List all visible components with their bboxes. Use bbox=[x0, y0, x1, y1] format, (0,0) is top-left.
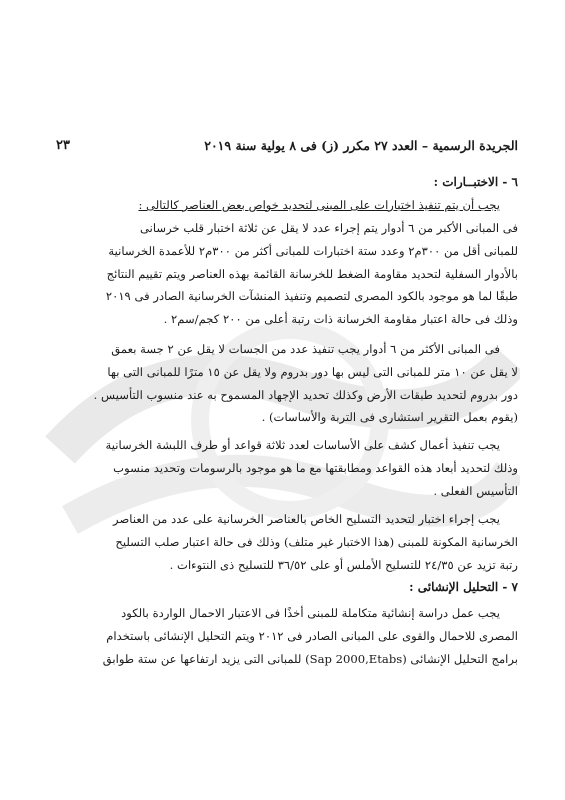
section-6-heading: ٦ - الاختبــارات : bbox=[433, 175, 518, 189]
paragraph-line: وذلك فى حالة اعتبار مقاومة الخرسانة ذات رتبة أعلى من ٢٠٠ كجم/سم٢ . bbox=[163, 312, 518, 327]
paragraph-line: يجب تنفيذ أعمال كشف على الأساسات لعدد ثلاثة قواعد أو طرف اللبشة الخرسانية bbox=[105, 438, 500, 452]
section-6-paragraph-4 bbox=[56, 508, 518, 576]
paragraph-line: دور بدروم لتحديد طبقات الأرض وكذلك تحديد الإجهاد المسموح به عند منسوب التأسيس . bbox=[93, 387, 518, 402]
section-6 bbox=[56, 171, 518, 217]
paragraph-line: التأسيس الفعلى . bbox=[433, 483, 518, 498]
paragraph-line: لا يقل عن ١٠ متر للمبانى التى ليس بها دور بدروم ولا يقل عن ١٥ مترًا للمبانى التى بها bbox=[107, 364, 518, 379]
paragraph-line: (يقوم بعمل التقرير استشارى فى التربة والأساسات) . bbox=[261, 410, 518, 425]
section-7-paragraph-1 bbox=[56, 602, 518, 670]
paragraph-line: يجب إجراء اختبار لتحديد التسليح الخاص بالعناصر الخرسانية على عدد من العناصر bbox=[113, 512, 500, 526]
paragraph-line: المصرى للاحمال والقوى على المبانى الصادر فى ٢٠١٢ ويتم التحليل الإنشائى باستخدام bbox=[106, 628, 518, 643]
section-6-paragraph-2 bbox=[56, 338, 518, 429]
gazette-title: الجريدة الرسمية – العدد ٢٧ مكرر (ز) فى ٨ يولية سنة ٢٠١٩ bbox=[204, 137, 518, 153]
page-header bbox=[56, 135, 518, 155]
paragraph-line: بالأدوار السفلية لتحديد مقاومة الضغط للخرسانة القائمة بهذه العناصر ويتم تقييم النتائج bbox=[106, 266, 518, 281]
paragraph-line: وذلك لتحديد أبعاد هذه القواعد ومطابقتها مع ما هو موجود بالرسومات وتحديد منسوب bbox=[113, 460, 518, 475]
paragraph-line: للمبانى أقل من ٣٠٠م٢ وعدد ستة اختبارات للمبانى أكثر من ٣٠٠م٢ للأعمدة الخرسانية bbox=[108, 243, 518, 258]
paragraph-line: طبقًا لما هو موجود بالكود المصرى لتصميم وتنفيذ المنشآت الخرسانية الصادر فى ٢٠١٩ bbox=[105, 289, 518, 304]
section-6-paragraph-1 bbox=[56, 217, 518, 331]
document-page bbox=[56, 0, 518, 800]
paragraph-line: فى المبانى الأكثر من ٦ أدوار يجب تنفيذ عدد من الجسات لا يقل عن ٢ جسة بعمق bbox=[111, 342, 500, 356]
paragraph-line: فى المبانى الأكبر من ٦ أدوار يتم إجراء عدد لا يقل عن ثلاثة اختبار قلب خرسانى bbox=[139, 221, 518, 235]
paragraph-line: رتبة تزيد عن ٢٤/٣٥ للتسليح الأملس أو على ٣٦/٥٢ للتسليح ذى النتوءات . bbox=[169, 557, 518, 572]
paragraph-line: الخرسانية المكونة للمبنى (هذا الاختبار غير متلف) وذلك فى حالة اعتبار صلب التسليح bbox=[115, 534, 518, 549]
section-6-intro: يجب أن يتم تنفيذ اختبارات على المبنى لتحديد خواص بعض العناصر كالتالى : bbox=[138, 197, 500, 212]
paragraph-line: برامج التحليل الإنشائى (Sap 2000,Etabs) للمبانى التى يزيد ارتفاعها عن ستة طوابق bbox=[102, 651, 518, 666]
paragraph-line: يجب عمل دراسة إنشائية متكاملة للمبنى أخذًا فى الاعتبار الاحمال الواردة بالكود bbox=[121, 606, 500, 620]
section-6-paragraph-3 bbox=[56, 434, 518, 502]
section-7 bbox=[56, 576, 518, 599]
section-7-heading: ٧ - التحليل الإنشائى : bbox=[409, 580, 518, 594]
page-number: ٢٣ bbox=[56, 137, 70, 153]
